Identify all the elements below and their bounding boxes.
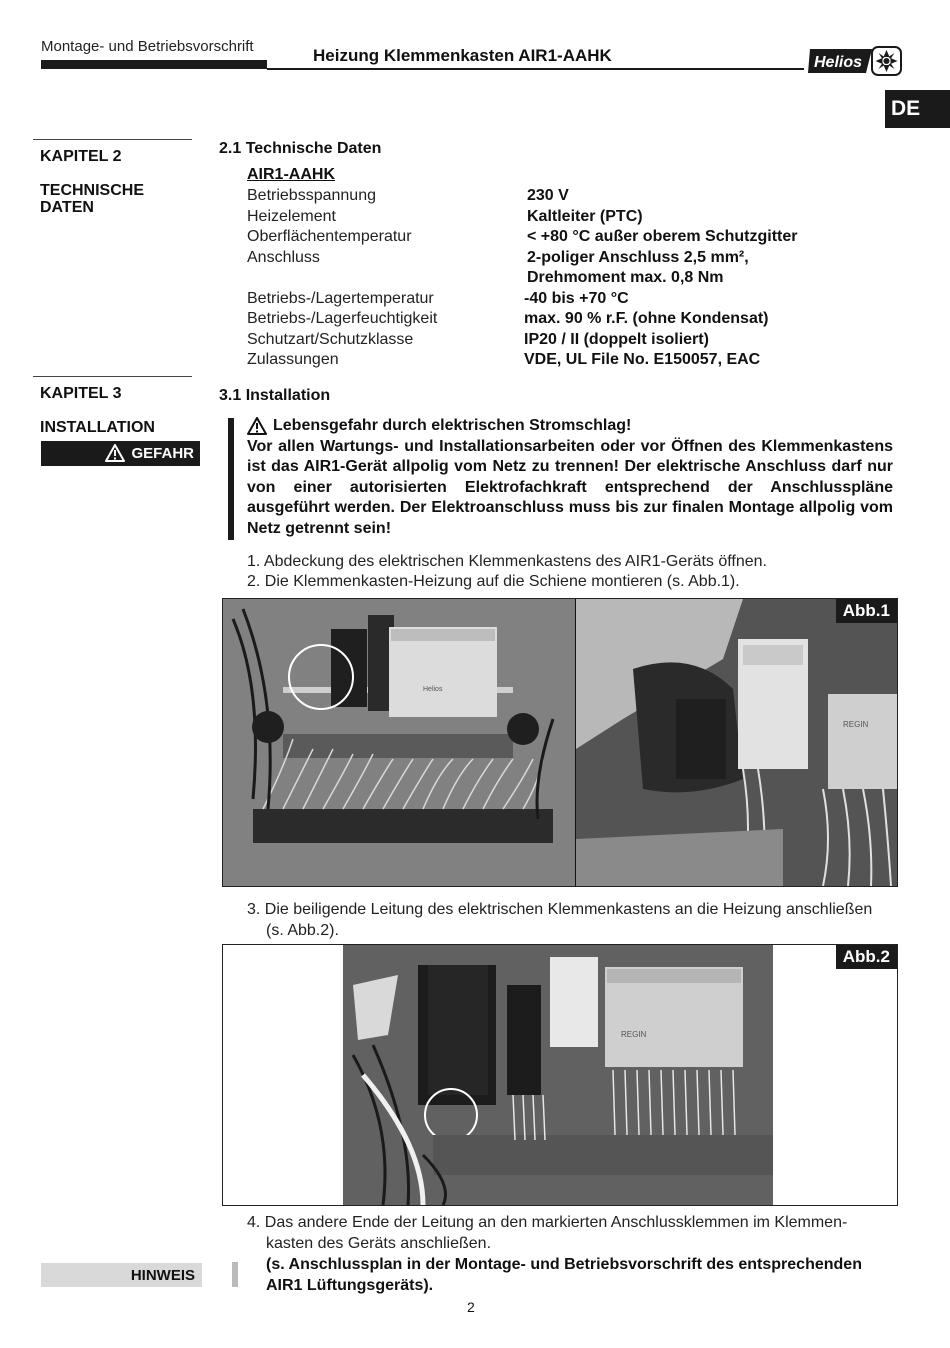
chapter-2-title-line1: TECHNISCHE: [40, 182, 145, 199]
helios-logo: [806, 45, 902, 77]
chapter-2-label: KAPITEL 2: [40, 148, 122, 165]
figure-1-label: Abb.1: [836, 599, 897, 623]
step-3: [247, 900, 897, 941]
danger-badge-label: GEFAHR: [131, 444, 194, 462]
language-tab: DE: [885, 90, 950, 128]
step-2: 2. Die Klemmenkasten-Heizung auf die Schiene montieren (s. Abb.1).: [247, 573, 740, 590]
spec-label: Zulassungen: [247, 351, 339, 368]
warning-icon: [105, 444, 125, 462]
spec-label: Oberflächentemperatur: [247, 228, 412, 245]
step-3-line1: 3. Die beiligende Leitung des elektrischen Klemmenkastens an die Heizung anschließen: [247, 901, 873, 918]
spec-value: max. 90 % r.F. (ohne Kondensat): [524, 310, 769, 327]
spec-value: 2-poliger Anschluss 2,5 mm²,: [527, 249, 749, 266]
tech-data-heading: 2.1 Technische Daten: [219, 140, 382, 157]
page-number: 2: [467, 1299, 475, 1315]
chapter-2-title-line2: DATEN: [40, 199, 94, 216]
logo-text: Helios: [813, 54, 863, 71]
header-rule: [267, 68, 804, 70]
spec-value: Drehmoment max. 0,8 Nm: [527, 269, 724, 286]
spec-value: Kaltleiter (PTC): [527, 208, 643, 225]
step-4: [247, 1213, 897, 1254]
note-badge: [41, 1263, 202, 1287]
danger-bar: [228, 418, 234, 540]
danger-badge: [41, 441, 200, 466]
spec-label: Betriebsspannung: [247, 187, 376, 204]
danger-body: Vor allen Wartungs- und Installationsarbeiten oder vor Öffnen des Klemmenkastens ist das AIR1-Gerät allpolig vom Netz zu trennen! Der elektrische Anschluss darf nur von einer autorisierten Elektrofachkraft entsprechend der Anschlusspläne ausgeführt werden. Der Elektroanschluss muss bis zur finalen Montage allpolig vom Netz getrennt sein!: [247, 437, 893, 537]
spec-value: IP20 / II (doppelt isoliert): [524, 331, 709, 348]
spec-value: VDE, UL File No. E150057, EAC: [524, 351, 761, 368]
figure-1-photo: [223, 599, 897, 886]
spec-label: Anschluss: [247, 249, 320, 266]
installation-heading: 3.1 Installation: [219, 387, 331, 404]
step-3-line2: (s. Abb.2).: [266, 921, 339, 939]
note-bar: [232, 1262, 238, 1287]
spec-label: Heizelement: [247, 208, 336, 225]
chapter-3-label: KAPITEL 3: [40, 385, 122, 402]
step-4-line2: kasten des Geräts anschließen.: [266, 1234, 492, 1252]
spec-value: -40 bis +70 °C: [524, 290, 629, 307]
spec-value: < +80 °C außer oberem Schutzgitter: [527, 228, 798, 245]
danger-notice: [247, 416, 893, 540]
chapter-3-title: INSTALLATION: [40, 419, 155, 436]
note-badge-label: HINWEIS: [130, 1267, 195, 1284]
device-brand-text: Helios: [423, 686, 443, 693]
sidebar-rule: [33, 376, 192, 377]
device-brand-text: REGIN: [843, 720, 869, 729]
device-brand-text: REGIN: [621, 1030, 647, 1039]
model-name: AIR1-AAHK: [247, 166, 335, 183]
spec-value: 230 V: [527, 187, 569, 204]
figure-1: [222, 598, 898, 887]
note-text: (s. Anschlussplan in der Montage- und Betriebsvorschrift des entsprechenden AIR1 Lüftungsgeräts).: [266, 1256, 862, 1294]
warning-icon: [247, 417, 267, 435]
sidebar-rule: [33, 139, 192, 140]
step-1: 1. Abdeckung des elektrischen Klemmenkastens des AIR1-Geräts öffnen.: [247, 553, 767, 570]
spec-label: Betriebs-/Lagerfeuchtigkeit: [247, 310, 438, 327]
figure-2-label: Abb.2: [836, 945, 897, 969]
header-bar: [41, 60, 267, 69]
spec-label: Betriebs-/Lagertemperatur: [247, 290, 434, 307]
spec-label: Schutzart/Schutzklasse: [247, 331, 414, 348]
figure-2: [222, 944, 898, 1206]
document-type: Montage- und Betriebsvorschrift: [41, 38, 254, 55]
figure-2-photo: [223, 945, 897, 1205]
page-title: Heizung Klemmenkasten AIR1-AAHK: [313, 46, 612, 65]
danger-title: Lebensgefahr durch elektrischen Stromschlag!: [273, 417, 632, 434]
step-4-line1: 4. Das andere Ende der Leitung an den markierten Anschlussklemmen im Klemmen-: [247, 1214, 848, 1231]
